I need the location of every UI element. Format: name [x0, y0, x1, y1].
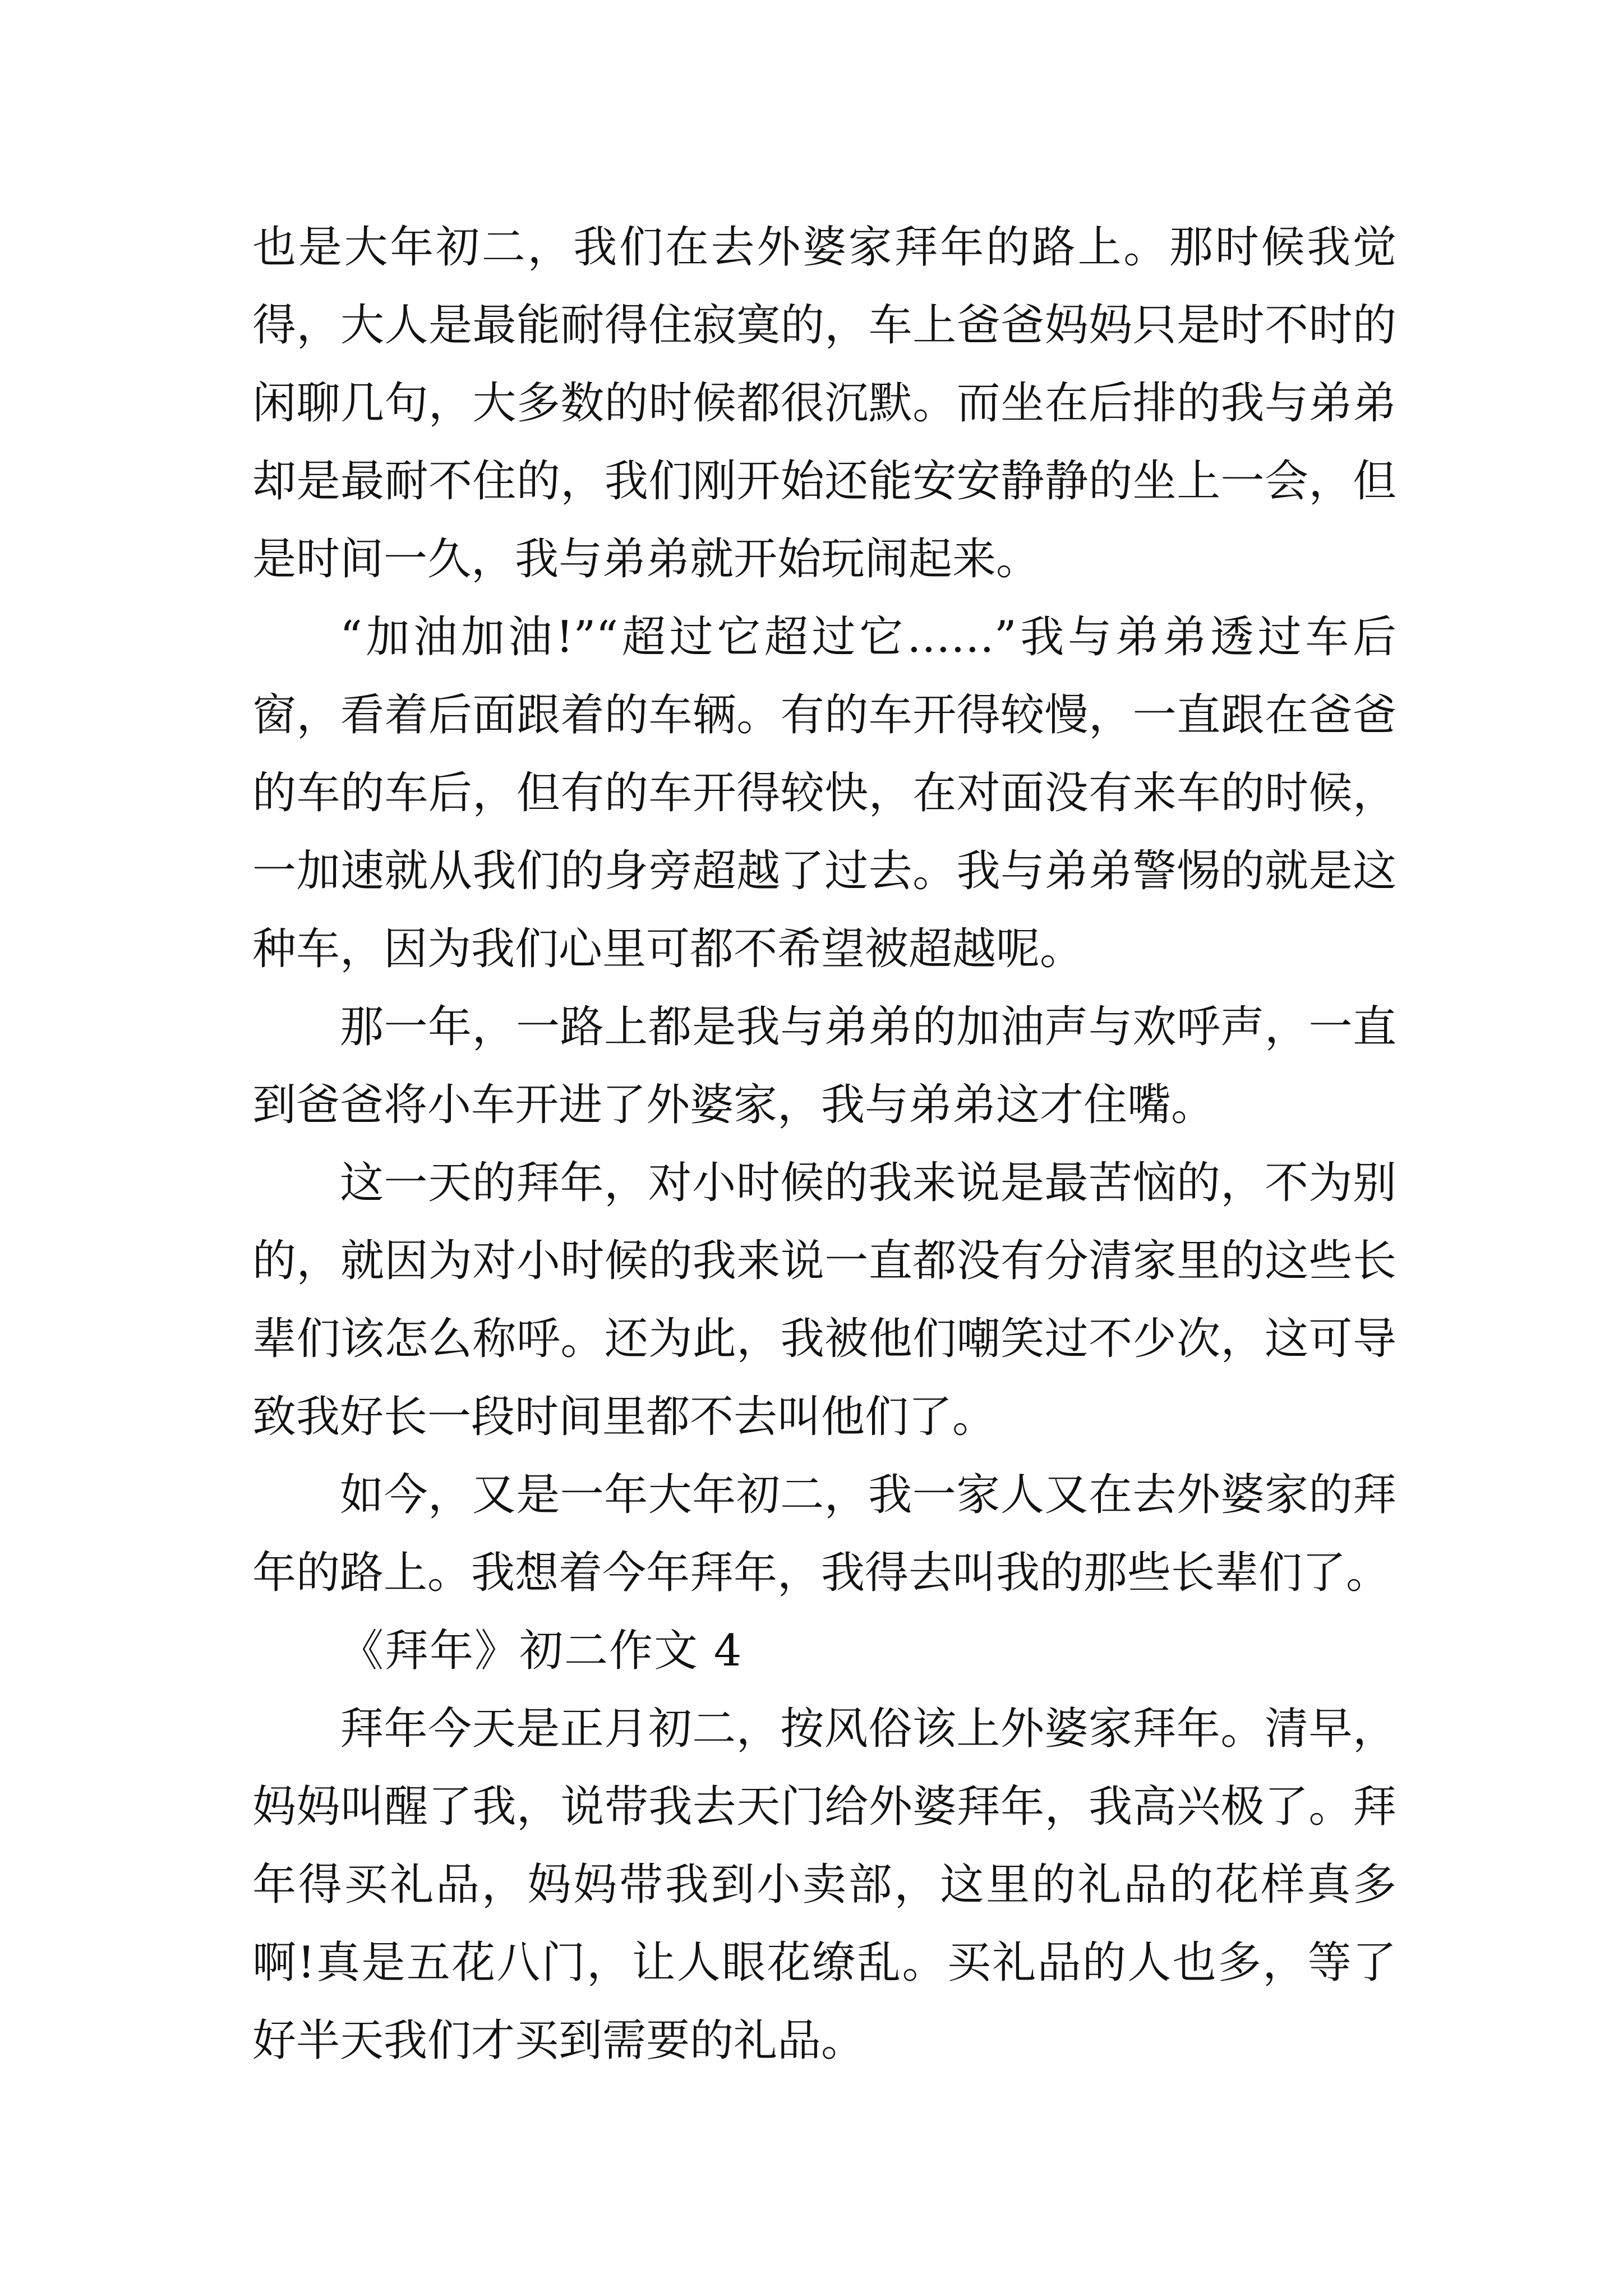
paragraph-continuation: 也是大年初二，我们在去外婆家拜年的路上。那时候我觉得，大人是最能耐得住寂寞的，车上爸爸妈妈只是时不时的闲聊几句，大多数的时候都很沉默。而坐在后排的我与弟弟却是最耐不住的，我们刚开始还能安安静静的坐上一会，但是时间一久，我与弟弟就开始玩闹起来。	[252, 222, 1396, 585]
paragraph-elders: 这一天的拜年，对小时候的我来说是最苦恼的，不为别的，就因为对小时候的我来说一直都没有分清家里的这些长辈们该怎么称呼。还为此，我被他们嘲笑过不少次，这可导致我好长一段时间里都不去叫他们了。	[252, 1158, 1396, 1442]
essay-body	[252, 209, 1396, 2080]
paragraph-cheering: “加油加油!”“超过它超过它……”我与弟弟透过车后窗，看着后面跟着的车辆。有的车开得较慢，一直跟在爸爸的车的车后，但有的车开得较快，在对面没有来车的时候，一加速就从我们的身旁超越了过去。我与弟弟警惕的就是这种车，因为我们心里可都不希望被超越呢。	[252, 612, 1396, 974]
paragraph-now: 如今，又是一年大年初二，我一家人又在去外婆家的拜年的路上。我想着今年拜年，我得去叫我的那些长辈们了。	[252, 1470, 1396, 1598]
paragraph-new-essay: 拜年今天是正月初二，按风俗该上外婆家拜年。清早，妈妈叫醒了我，说带我去天门给外婆拜年，我高兴极了。拜年得买礼品，妈妈带我到小卖部，这里的礼品的花样真多啊!真是五花八门，让人眼花缭乱。买礼品的人也多，等了好半天我们才买到需要的礼品。	[252, 1704, 1396, 2066]
paragraph-arrival: 那一年，一路上都是我与弟弟的加油声与欢呼声，一直到爸爸将小车开进了外婆家，我与弟弟这才住嘴。	[252, 1002, 1396, 1130]
essay-heading: 《拜年》初二作文 4	[340, 1626, 743, 1676]
